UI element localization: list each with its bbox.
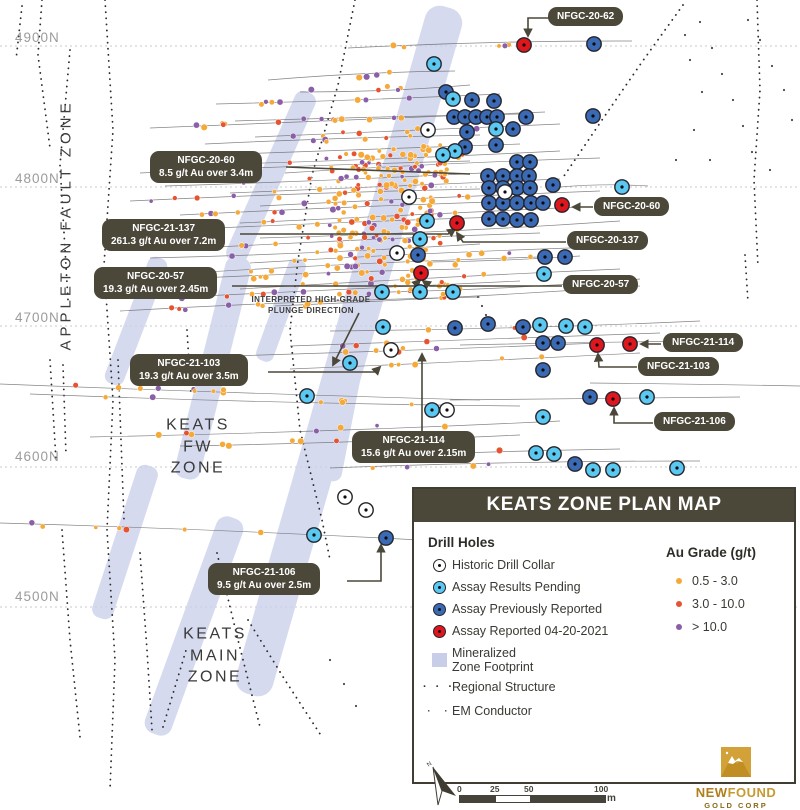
legend-item-new: [426, 624, 608, 638]
appleton-fault-zone-label: APPLETON FAULT ZONE: [57, 99, 75, 351]
drill-collar-pending: [533, 318, 547, 332]
drill-collar-historic: [440, 403, 454, 417]
legend-title: KEATS ZONE PLAN MAP: [414, 489, 794, 522]
scale-tick-0: 0: [457, 784, 462, 794]
drill-collar-historic: [498, 185, 512, 199]
legend-item-previous: [426, 602, 602, 616]
drill-collar-new: [623, 337, 637, 351]
drill-collar-pending: [376, 320, 390, 334]
legend-panel: [412, 487, 796, 810]
drill-collar-pending: [586, 463, 600, 477]
drill-collar-previous: [538, 250, 552, 264]
newfound-gold-logo: [690, 747, 782, 810]
drill-collar-previous: [523, 181, 537, 195]
zone-label-keats-fw-zone: KEATS FW ZONE: [166, 416, 230, 477]
drill-collar-historic: [338, 490, 352, 504]
drill-collar-new: [517, 38, 531, 52]
legend-item-pending-label: Assay Results Pending: [452, 580, 581, 594]
legend-grade-1: [666, 597, 745, 611]
drill-collar-pending: [529, 446, 543, 460]
drill-collar-pending: [489, 122, 503, 136]
drill-collar-historic: [359, 503, 373, 517]
legend-item-regional-structure-symbol: · · ·: [422, 681, 456, 693]
callout-nfgc-20-57: NFGC-20-57: [563, 275, 638, 294]
scale-tick-100: 100: [594, 784, 609, 794]
drill-collar-previous: [586, 109, 600, 123]
legend-grade-0: [666, 574, 738, 588]
drill-collar-previous: [496, 212, 510, 226]
drill-collar-pending: [578, 320, 592, 334]
drill-collar-previous: [583, 390, 597, 404]
drill-collar-pending: [606, 463, 620, 477]
drill-collar-pending: [537, 267, 551, 281]
grid-label-4500N: 4500N: [15, 589, 60, 604]
callout-nfgc-21-114-grade: NFGC-21-114 15.6 g/t Au over 2.15m: [352, 431, 475, 463]
drill-collar-pending: [375, 285, 389, 299]
logo-subtitle: GOLD CORP: [704, 801, 768, 810]
drill-collar-previous: [524, 213, 538, 227]
zone-label-keats-main-zone: KEATS MAIN ZONE: [183, 625, 247, 686]
legend-item-historic: [426, 558, 555, 572]
drill-collar-previous: [482, 181, 496, 195]
callout-nfgc-21-114: NFGC-21-114: [663, 333, 743, 352]
legend-item-previous-symbol: [426, 603, 452, 616]
drill-collar-previous: [587, 37, 601, 51]
legend-grade-0-symbol: [666, 578, 692, 584]
grid-label-4900N: 4900N: [15, 30, 60, 45]
mountain-logo-icon: [721, 747, 751, 777]
drill-collar-previous: [536, 363, 550, 377]
legend-grade-2: [666, 620, 727, 634]
legend-item-new-label: Assay Reported 04-20-2021: [452, 624, 609, 638]
legend-item-new-symbol: [426, 625, 452, 638]
callout-nfgc-21-106: NFGC-21-106: [654, 412, 735, 431]
drill-collar-previous: [379, 531, 393, 545]
callout-nfgc-21-106-grade: NFGC-21-106 9.5 g/t Au over 2.5m: [208, 563, 320, 595]
callout-nfgc-20-60: NFGC-20-60: [594, 197, 669, 216]
legend-item-previous-label: Assay Previously Reported: [452, 602, 603, 616]
drill-collar-previous: [568, 457, 582, 471]
legend-item-em-conductor-label: EM Conductor: [452, 704, 532, 718]
drill-collar-new: [590, 338, 604, 352]
drill-collar-previous: [536, 196, 550, 210]
legend-item-pending: [426, 580, 581, 594]
svg-text:N: N: [426, 761, 434, 769]
legend-grade-2-symbol: [666, 624, 692, 630]
callout-nfgc-21-137-grade: NFGC-21-137 261.3 g/t Au over 7.2m: [102, 219, 225, 251]
scale-bar: [454, 784, 664, 810]
drill-collar-pending: [536, 410, 550, 424]
callout-nfgc-20-137: NFGC-20-137: [567, 231, 648, 250]
legend-item-historic-label: Historic Drill Collar: [452, 558, 555, 572]
drill-collar-pending: [413, 285, 427, 299]
drill-collar-pending: [446, 92, 460, 106]
drill-collar-previous: [465, 93, 479, 107]
scale-tick-25: 25: [490, 784, 500, 794]
callout-nfgc-20-62: NFGC-20-62: [548, 7, 623, 26]
legend-item-historic-symbol: [426, 559, 452, 572]
drill-collar-pending: [307, 528, 321, 542]
legend-grade-2-label: > 10.0: [692, 620, 728, 634]
drill-collar-previous: [510, 155, 524, 169]
drill-collar-previous: [558, 250, 572, 264]
drill-collar-pending: [436, 148, 450, 162]
drill-collar-pending: [420, 214, 434, 228]
drill-collar-pending: [547, 447, 561, 461]
drill-collar-pending: [413, 232, 427, 246]
au-grade-header: Au Grade (g/t): [666, 545, 756, 560]
drill-collar-historic: [390, 246, 404, 260]
drill-collar-previous: [448, 321, 462, 335]
drill-collar-previous: [523, 155, 537, 169]
drill-collar-pending: [425, 403, 439, 417]
drill-collar-previous: [516, 320, 530, 334]
legend-item-mineralized-symbol: [426, 653, 452, 667]
drill-collar-historic: [402, 190, 416, 204]
legend-item-em-conductor: [426, 704, 532, 718]
grid-label-4600N: 4600N: [15, 449, 60, 464]
drill-collar-pending: [446, 285, 460, 299]
drill-collar-previous: [482, 212, 496, 226]
callout-nfgc-21-103: NFGC-21-103: [638, 357, 719, 376]
legend-item-mineralized: [426, 646, 533, 674]
scale-unit: m: [607, 793, 616, 804]
drill-collar-previous: [546, 178, 560, 192]
legend-item-regional-structure: [422, 680, 556, 694]
drill-collar-previous: [551, 336, 565, 350]
drill-collar-pending: [343, 356, 357, 370]
drill-collar-previous: [489, 138, 503, 152]
legend-item-regional-structure-label: Regional Structure: [452, 680, 556, 694]
grid-label-4800N: 4800N: [15, 171, 60, 186]
drill-collar-previous: [481, 317, 495, 331]
grid-label-4700N: 4700N: [15, 310, 60, 325]
drill-collar-previous: [482, 196, 496, 210]
legend-grade-0-label: 0.5 - 3.0: [692, 574, 738, 588]
legend-body: [414, 522, 794, 810]
drill-collar-previous: [519, 110, 533, 124]
drill-collar-pending: [559, 319, 573, 333]
drill-collar-previous: [460, 125, 474, 139]
drill-collar-previous: [536, 336, 550, 350]
plunge-direction-note: INTERPRETED HIGH-GRADE PLUNGE DIRECTION: [251, 294, 371, 315]
drill-collar-pending: [300, 389, 314, 403]
legend-grade-1-symbol: [666, 601, 692, 607]
drill-collar-historic: [421, 123, 435, 137]
scale-tick-50: 50: [524, 784, 534, 794]
logo-wordmark: NEWFOUND: [695, 785, 777, 800]
drill-collar-previous: [487, 94, 501, 108]
callout-nfgc-20-60-grade: NFGC-20-60 8.5 g/t Au over 3.4m: [150, 151, 262, 183]
drill-collar-previous: [510, 196, 524, 210]
drill-collar-previous: [506, 122, 520, 136]
drill-collar-pending: [615, 180, 629, 194]
legend-grade-1-label: 3.0 - 10.0: [692, 597, 745, 611]
legend-item-em-conductor-symbol: · ·: [427, 706, 451, 716]
drill-collar-new: [450, 216, 464, 230]
drill-collar-previous: [411, 248, 425, 262]
drill-collar-historic: [384, 343, 398, 357]
callout-nfgc-20-57-grade: NFGC-20-57 19.3 g/t Au over 2.45m: [94, 267, 217, 299]
drill-holes-header: Drill Holes: [428, 535, 495, 550]
callout-nfgc-21-103-grade: NFGC-21-103 19.3 g/t Au over 3.5m: [130, 354, 248, 386]
scale-bar-segments: [459, 795, 606, 803]
drill-collar-previous: [510, 213, 524, 227]
legend-item-mineralized-label: Mineralized Zone Footprint: [452, 646, 534, 674]
legend-item-pending-symbol: [426, 581, 452, 594]
drill-collar-pending: [670, 461, 684, 475]
drill-collar-new: [414, 266, 428, 280]
drill-collar-pending: [640, 390, 654, 404]
drill-collar-pending: [427, 57, 441, 71]
drill-collar-new: [555, 198, 569, 212]
drill-collar-new: [606, 392, 620, 406]
